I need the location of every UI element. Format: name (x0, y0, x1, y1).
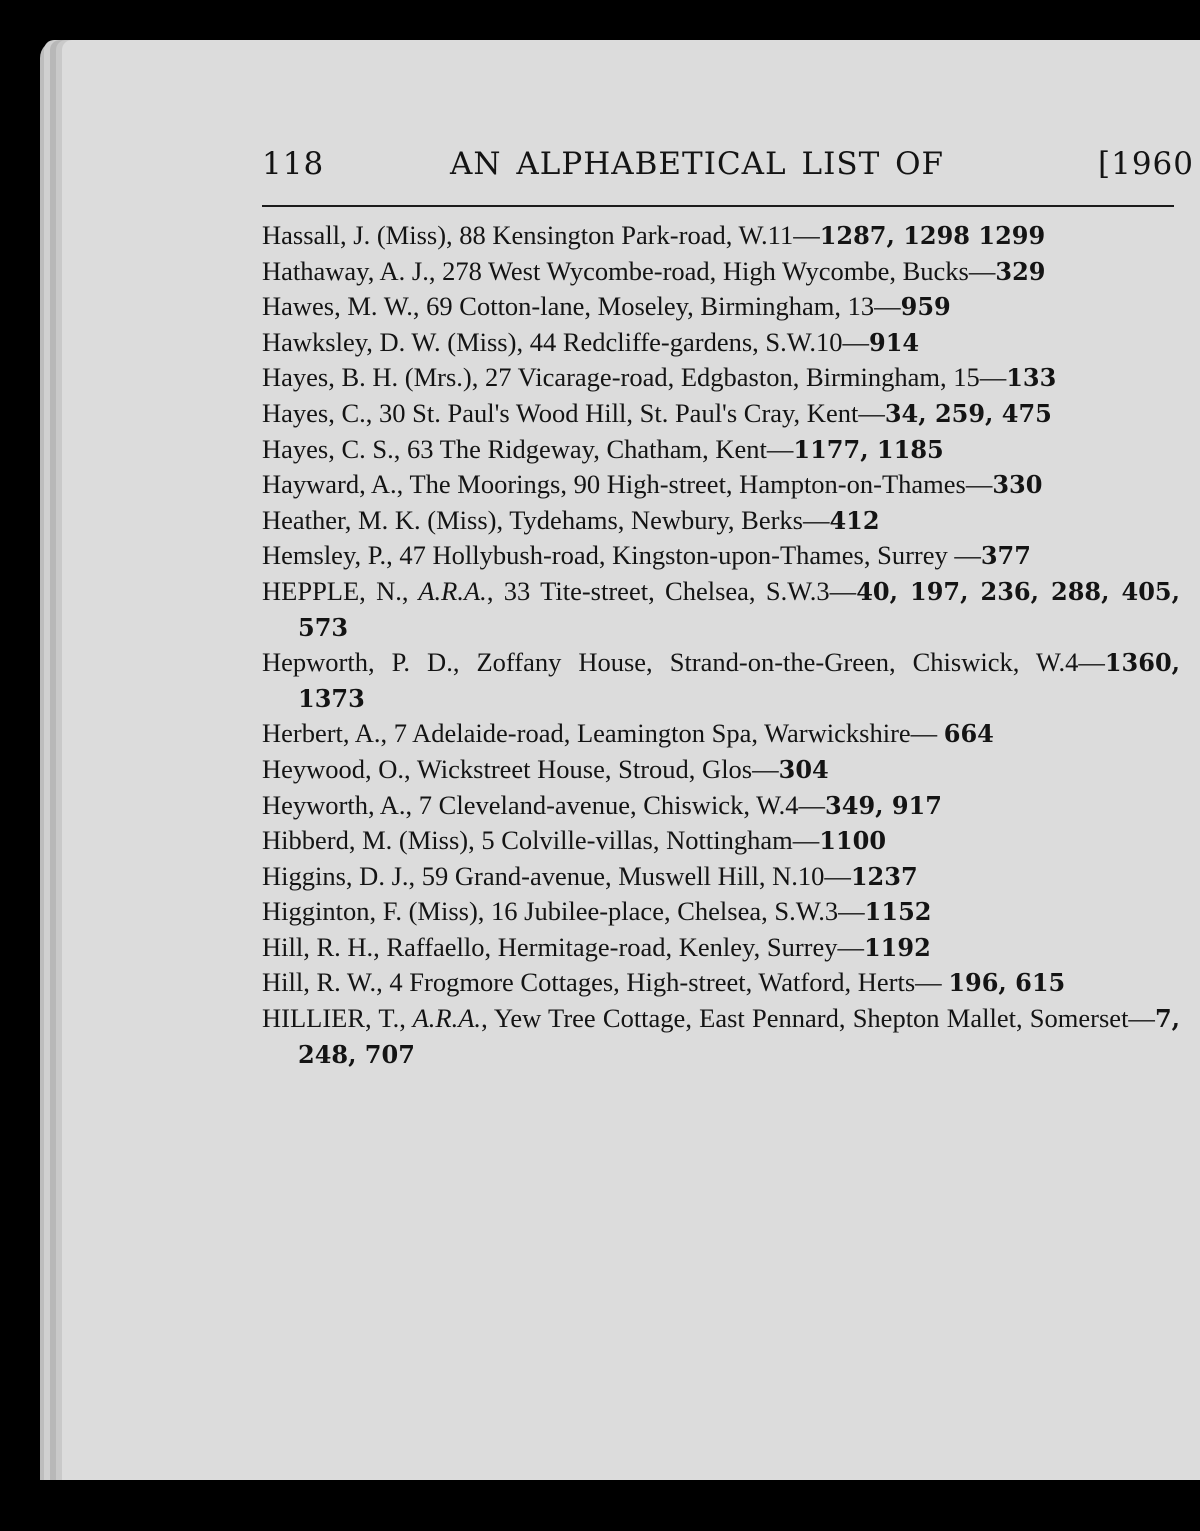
entry-name: Hawes, M. W., (262, 291, 420, 322)
entry-catalogue-numbers: 664 (943, 719, 994, 749)
entry-name: Hayes, C. S., (262, 433, 401, 464)
entry-catalogue-numbers: 959 (900, 292, 951, 322)
entry-address: Tydehams, Newbury, Berks— (503, 504, 830, 535)
entry-address: Raffaello, Hermitage-road, Kenley, Surrey— (379, 931, 864, 962)
entry-address: 63 The Ridgeway, Chatham, Kent— (400, 433, 794, 464)
list-item (262, 859, 1180, 895)
entry-catalogue-numbers: 412 (829, 505, 880, 535)
entry-name: Hathaway, A. J., (262, 255, 436, 286)
list-item (262, 930, 1180, 966)
entry-name: Hemsley, P., (262, 540, 393, 571)
entry-address: 44 Redcliffe-gardens, S.W.10— (523, 326, 869, 357)
entry-address: Wickstreet House, Stroud, Glos— (410, 753, 779, 784)
entry-catalogue-numbers: 1100 (819, 826, 887, 856)
list-item (262, 538, 1180, 574)
header-rule (262, 205, 1174, 207)
entry-catalogue-numbers: 377 (980, 541, 1031, 571)
entry-name: Hassall, J. (Miss), (262, 220, 453, 250)
entry-honour: A.R.A. (408, 575, 487, 606)
entry-name: Heyworth, A., (262, 789, 413, 820)
page-number: 118 (262, 146, 325, 182)
entry-catalogue-numbers: 40, 197, 236, 288, 405, 573 (298, 576, 1180, 642)
list-item (262, 788, 1180, 824)
list-item (262, 360, 1180, 396)
entry-catalogue-numbers: 1287, 1298 1299 (819, 221, 1046, 250)
entry-address: 278 West Wycombe-road, High Wycombe, Bucks— (435, 255, 996, 286)
entry-name: Hayes, C., (262, 397, 373, 428)
entry-name: HEPPLE, N., (262, 575, 409, 606)
entry-name: Heywood, O., (262, 753, 411, 784)
entry-name: Hepworth, P. D., (262, 647, 460, 678)
list-item (262, 325, 1180, 361)
list-item (262, 823, 1180, 859)
list-item (262, 503, 1180, 539)
page-header (262, 146, 1192, 192)
entry-address: 7 Adelaide-road, Leamington Spa, Warwickshire— (387, 718, 944, 749)
list-item (262, 467, 1180, 503)
entry-name: Hill, R. H., (262, 931, 380, 962)
entry-honour: A.R.A. (405, 1003, 482, 1034)
entry-address: 5 Colville-villas, Nottingham— (474, 825, 820, 856)
entry-name: Heather, M. K. (Miss), (262, 504, 504, 535)
entry-address: The Moorings, 90 High-street, Hampton-on-Thames— (403, 469, 993, 500)
entry-name: Hibberd, M. (Miss), (262, 825, 475, 856)
list-item (262, 396, 1180, 432)
entry-list (262, 218, 1180, 1072)
list-item (262, 289, 1180, 325)
page-year: [1960 (1098, 146, 1194, 182)
entry-name: Hayward, A., (262, 469, 404, 500)
entry-address: , Yew Tree Cottage, East Pennard, Shepton Mallet, Somerset— (481, 1003, 1155, 1034)
entry-name: HILLIER, T., (262, 1003, 406, 1034)
entry-catalogue-numbers: 1237 (850, 861, 918, 891)
entry-catalogue-numbers: 133 (1006, 363, 1057, 393)
entry-name: Herbert, A., (262, 718, 388, 749)
entry-catalogue-numbers: 304 (778, 754, 829, 784)
entry-address: 69 Cotton-lane, Moseley, Birmingham, 13— (419, 291, 901, 322)
entry-name: Higgins, D. J., (262, 860, 416, 891)
entry-catalogue-numbers: 914 (869, 327, 920, 357)
entry-catalogue-numbers: 330 (992, 470, 1043, 500)
entry-address: 30 St. Paul's Wood Hill, St. Paul's Cray, Kent— (372, 397, 885, 428)
entry-catalogue-numbers: 7, 248, 707 (298, 1004, 1180, 1069)
list-item (262, 432, 1180, 468)
list-item (262, 645, 1180, 716)
list-item (262, 965, 1180, 1001)
entry-catalogue-numbers: 329 (995, 256, 1046, 286)
entry-address: 4 Frogmore Cottages, High-street, Watford, Herts— (382, 967, 949, 998)
entry-address: , 33 Tite-street, Chelsea, S.W.3— (486, 575, 857, 606)
entry-address: 7 Cleveland-avenue, Chiswick, W.4— (412, 789, 826, 820)
entry-name: Hayes, B. H. (Mrs.), (262, 362, 479, 393)
entry-catalogue-numbers: 1177, 1185 (793, 434, 944, 464)
list-item (262, 218, 1180, 254)
entry-catalogue-numbers: 196, 615 (948, 968, 1066, 998)
list-item (262, 716, 1180, 752)
list-item (262, 1001, 1180, 1072)
entry-catalogue-numbers: 1152 (864, 897, 932, 927)
list-item (262, 894, 1180, 930)
page-title: AN ALPHABETICAL LIST OF (450, 146, 945, 182)
list-item (262, 254, 1180, 290)
list-item (262, 752, 1180, 788)
entry-address: 47 Hollybush-road, Kingston-upon-Thames, Surrey — (392, 540, 981, 571)
entry-name: Higginton, F. (Miss), (262, 896, 485, 927)
entry-catalogue-numbers: 1360, 1373 (298, 648, 1180, 713)
entry-catalogue-numbers: 34, 259, 475 (884, 398, 1052, 428)
entry-name: Hawksley, D. W. (Miss), (262, 326, 524, 357)
entry-address: Zoffany House, Strand-on-the-Green, Chiswick, W.4— (459, 647, 1105, 678)
entry-address: 59 Grand-avenue, Muswell Hill, N.10— (415, 860, 851, 891)
entry-name: Hill, R. W., (262, 967, 383, 998)
entry-address: 88 Kensington Park-road, W.11— (452, 220, 820, 250)
entry-catalogue-numbers: 1192 (863, 932, 931, 962)
list-item (262, 574, 1180, 645)
entry-address: 16 Jubilee-place, Chelsea, S.W.3— (484, 896, 865, 927)
entry-address: 27 Vicarage-road, Edgbaston, Birmingham, 15— (478, 362, 1007, 393)
entry-catalogue-numbers: 349, 917 (825, 790, 942, 820)
